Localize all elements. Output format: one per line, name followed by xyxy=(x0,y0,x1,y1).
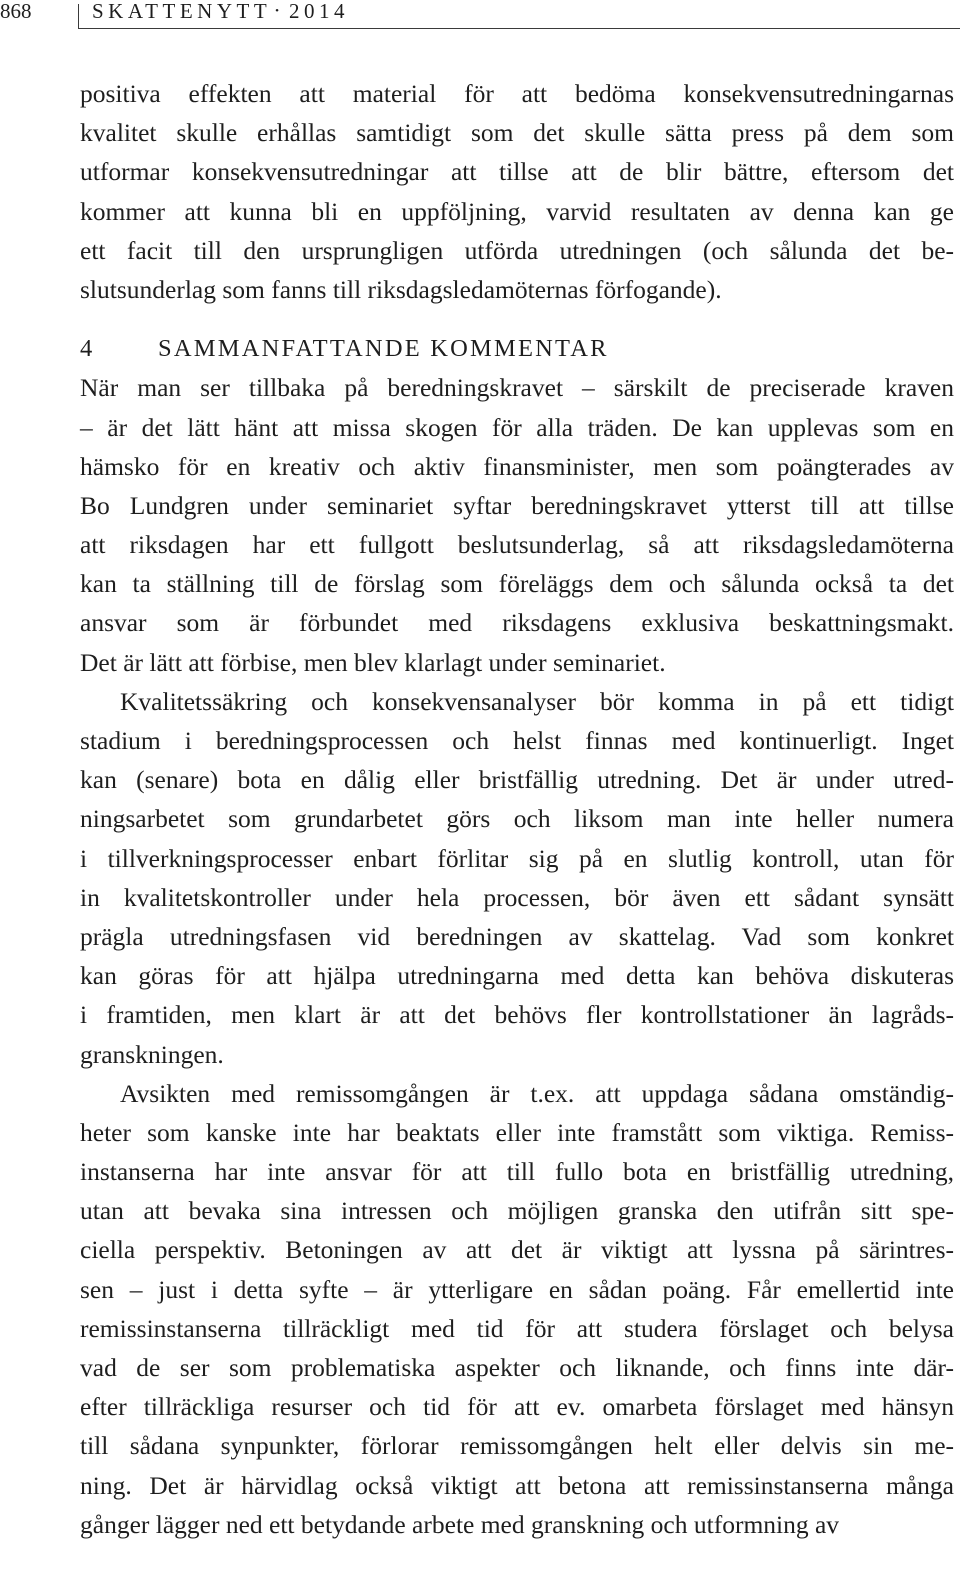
journal-running-head xyxy=(92,0,349,23)
text-line: gånger lägger ned ett betydande arbete med granskning och utformning av xyxy=(80,1509,840,1539)
text-line: heter som kanske inte har beaktats eller inte framstått som viktiga. Remiss- xyxy=(80,1117,954,1147)
text-line: prägla utredningsfasen vid beredningen av skattelag. Vad som konkret xyxy=(80,921,954,951)
running-header xyxy=(0,0,960,30)
text-line: hämsko för en kreativ och aktiv finansminister, men som poängterades av xyxy=(80,451,954,481)
paragraph xyxy=(80,74,954,309)
text-line: granskningen. xyxy=(80,1039,224,1069)
text-line: kan (senare) bota en dålig eller bristfällig utredning. Det är under utred- xyxy=(80,765,954,795)
section-number: 4 xyxy=(80,335,93,363)
text-line: remissinstanserna tillräckligt med tid för att studera förslaget och belysa xyxy=(80,1313,954,1343)
text-line: ningsarbetet som grundarbetet görs och liksom man inte heller numera xyxy=(80,804,954,834)
text-line: slutsunderlag som fanns till riksdagsledamöternas förfogande). xyxy=(80,274,722,304)
text-line: kan ta ställning till de förslag som föreläggs dem och sålunda också ta det xyxy=(80,569,954,599)
text-line: – är det lätt hänt att missa skogen för alla träden. De kan upplevas som en xyxy=(80,412,954,442)
text-line: i framtiden, men klart är att det behövs fler kontrollstationer än lagråds- xyxy=(80,1000,954,1030)
text-line: vad de ser som problematiska aspekter och liknande, och finns inte där- xyxy=(80,1353,954,1382)
paragraph xyxy=(80,682,954,1074)
text-line: ning. Det är härvidlag också viktigt att betona att remissinstanserna många xyxy=(80,1470,954,1500)
section-title: SAMMANFATTANDE KOMMENTAR xyxy=(158,335,609,363)
text-line: Det är lätt att förbise, men blev klarlagt under seminariet. xyxy=(80,647,666,677)
text-line: kvalitet skulle erhållas samtidigt som det skulle sätta press på dem som xyxy=(80,118,954,148)
text-line: Bo Lundgren under seminariet syftar beredningskravet ytterst till att tillse xyxy=(80,490,954,520)
journal-name: SKATTENYTT xyxy=(92,0,272,23)
text-line: instanserna har inte ansvar för att till fullo bota en bristfällig utredning, xyxy=(80,1157,954,1187)
text-line: kommer att kunna bli en uppföljning, varvid resultaten av denna kan ge xyxy=(80,196,954,226)
text-line: utan att bevaka sina intressen och möjligen granska den utifrån sitt spe- xyxy=(80,1196,954,1226)
text-line: ett facit till den ursprungligen utförda utredningen (och sålunda det be- xyxy=(80,235,954,265)
text-line: i tillverkningsprocesser enbart förlitar sig på en slutlig kontroll, utan för xyxy=(80,843,954,873)
text-line: När man ser tillbaka på beredningskravet – särskilt de preciserade kraven xyxy=(80,373,954,403)
text-line: efter tillräckliga resurser och tid för att ev. omarbeta förslaget med hänsyn xyxy=(80,1392,954,1422)
journal-year: 2014 xyxy=(289,0,350,23)
text-line: in kvalitetskontroller under hela processen, bör även ett sådant synsätt xyxy=(80,882,954,912)
bullet-separator: • xyxy=(275,5,280,17)
text-line: stadium i beredningsprocessen och helst finnas med kontinuerligt. Inget xyxy=(80,726,954,755)
text-line: positiva effekten att material för att bedöma konsekvensutredningarnas xyxy=(80,79,954,108)
paragraph xyxy=(80,368,954,682)
text-line: ansvar som är förbundet med riksdagens exklusiva beskattningsmakt. xyxy=(80,608,954,638)
text-line: Avsikten med remissomgången är t.ex. att uppdaga sådana omständig- xyxy=(120,1078,954,1108)
text-line: utformar konsekvensutredningar att tillse att de blir bättre, eftersom det xyxy=(80,157,954,187)
text-line: Kvalitetssäkring och konsekvensanalyser bör komma in på ett tidigt xyxy=(120,686,954,716)
paragraph xyxy=(80,1074,954,1544)
page-number: 868 xyxy=(0,0,32,23)
page-body xyxy=(80,74,954,1544)
header-vertical-rule xyxy=(78,4,79,28)
text-line: att riksdagen har ett fullgott beslutsunderlag, så att riksdagsledamöterna xyxy=(80,530,954,560)
text-line: till sådana synpunkter, förlorar remissomgången helt eller delvis sin me- xyxy=(80,1431,954,1461)
text-line: kan göras för att hjälpa utredningarna med detta kan behöva diskuteras xyxy=(80,961,954,991)
header-horizontal-rule xyxy=(78,28,960,29)
text-line: sen – just i detta syfte – är ytterligare en sådan poäng. Får emellertid inte xyxy=(80,1274,954,1304)
text-line: ciella perspektiv. Betoningen av att det är viktigt att lyssna på särintres- xyxy=(80,1235,954,1265)
section-heading xyxy=(80,329,954,368)
